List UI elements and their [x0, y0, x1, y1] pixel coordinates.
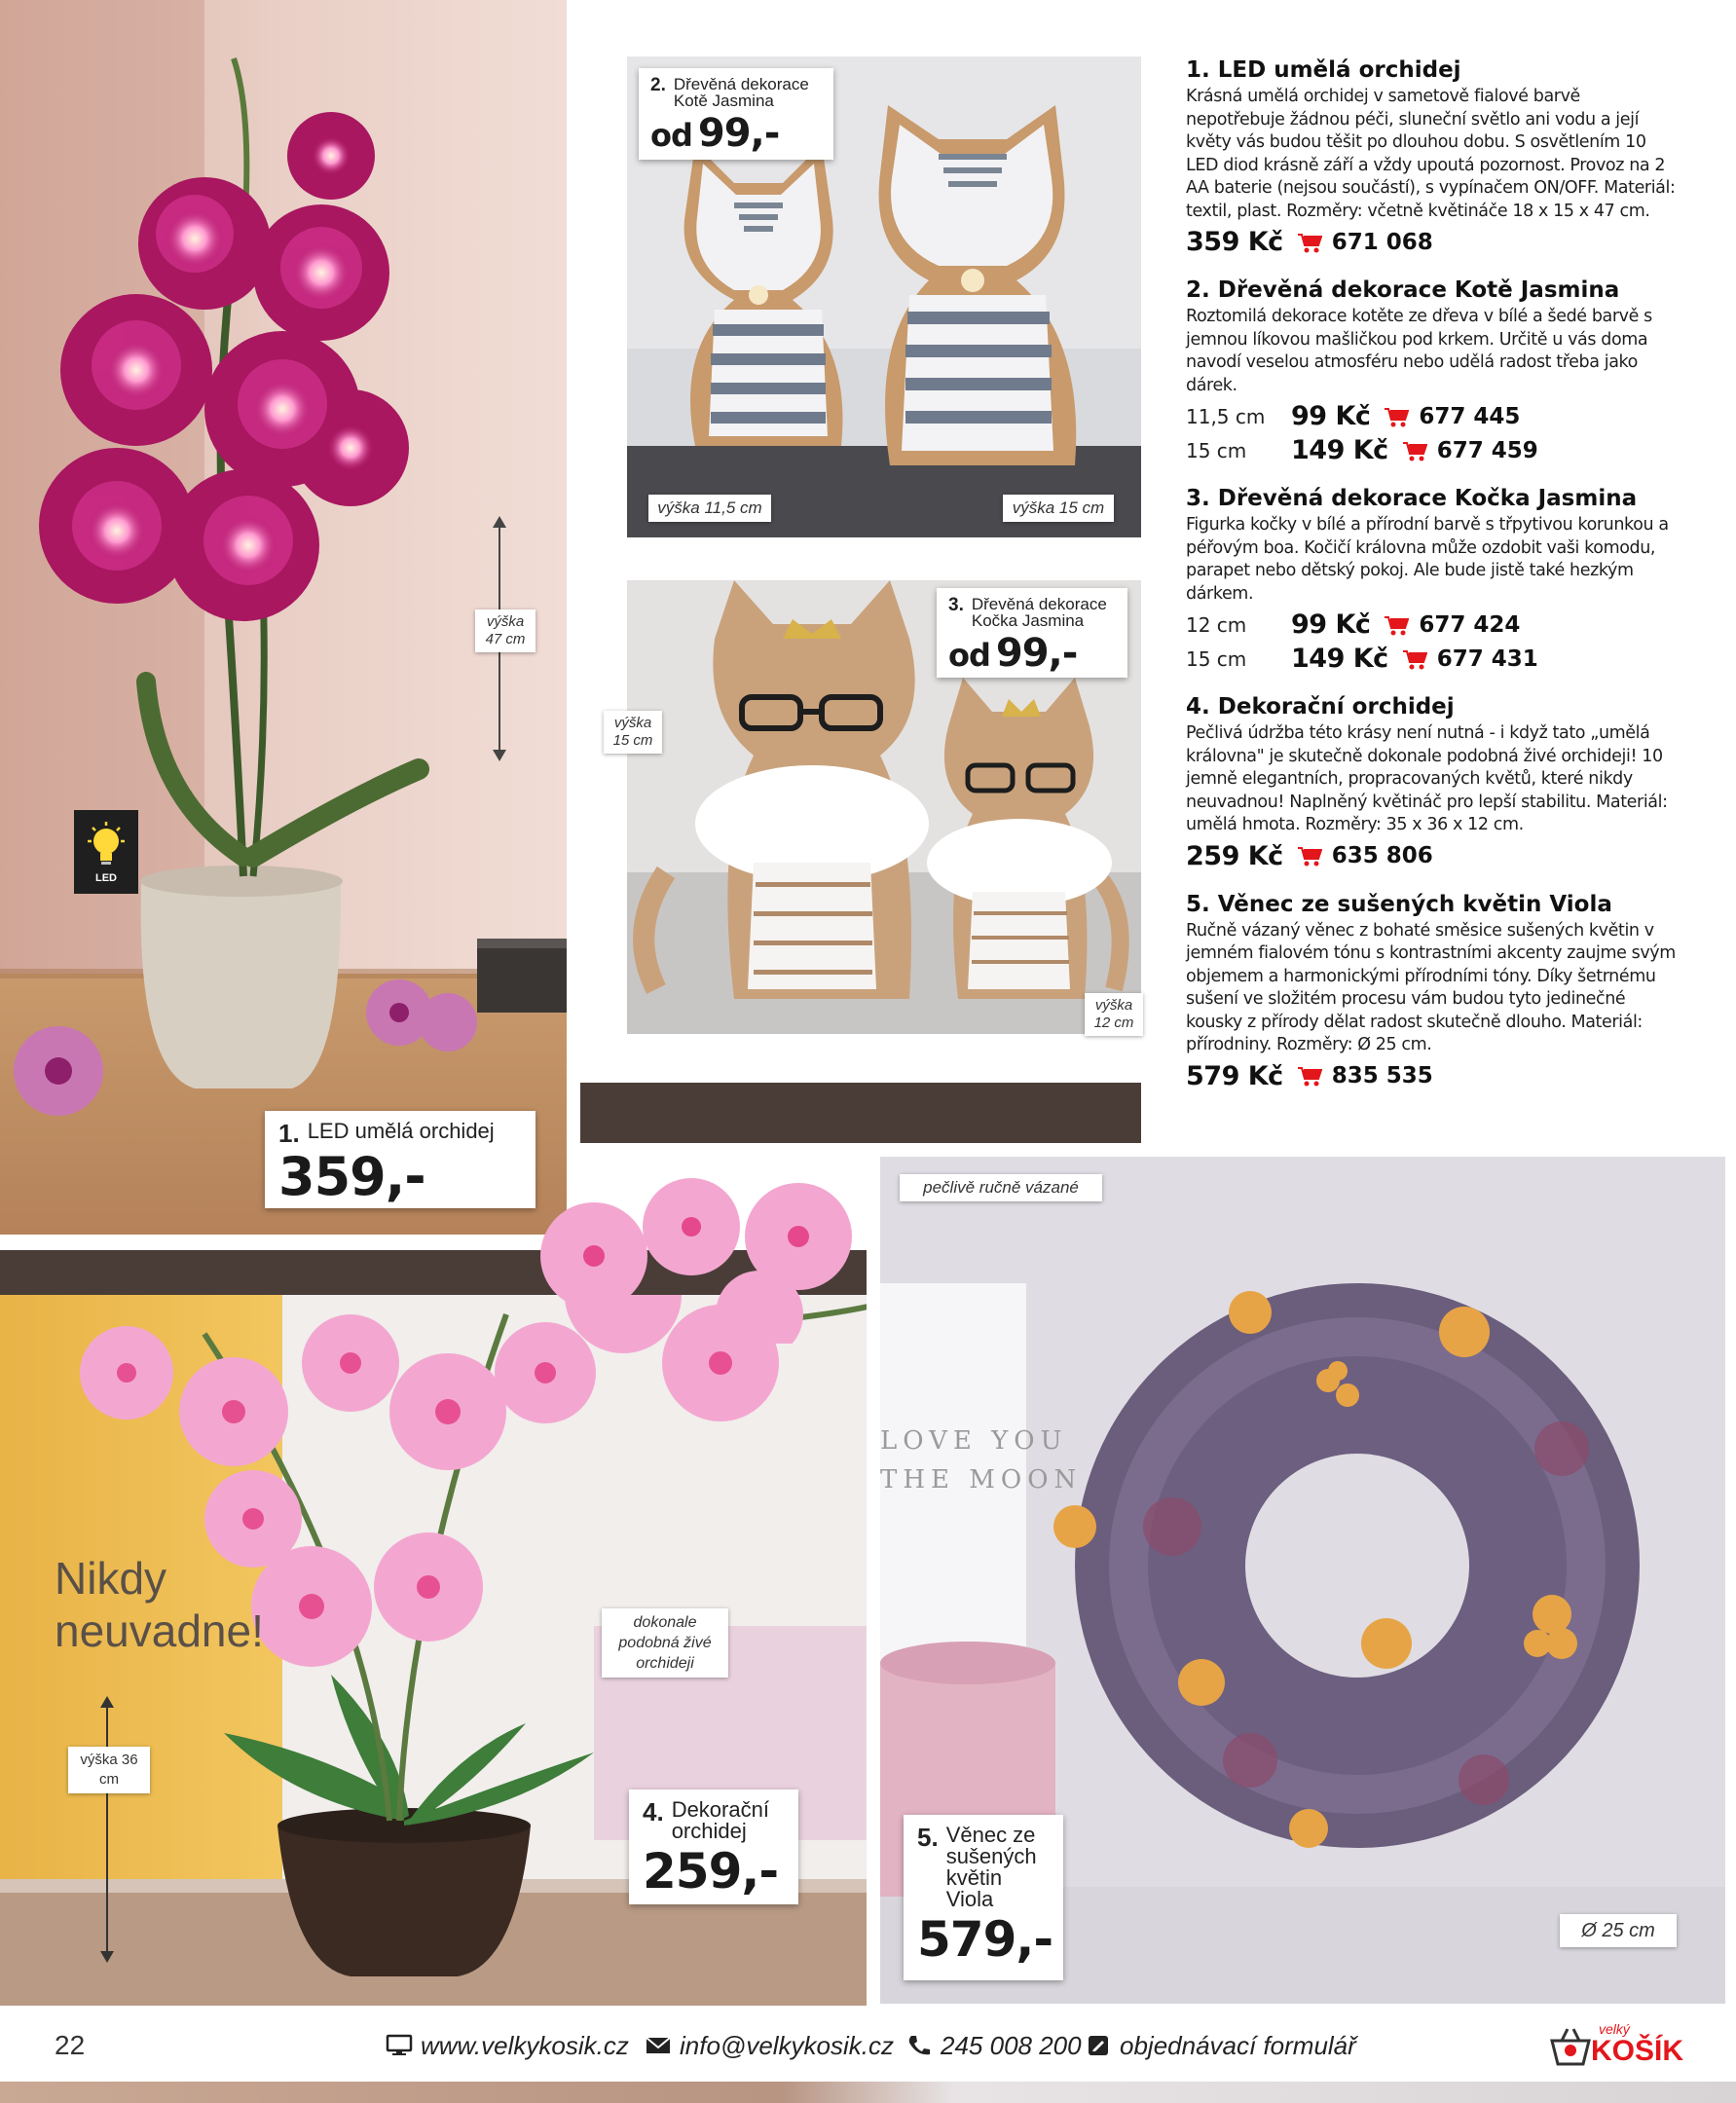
footer-email-text: info@velkykosik.cz	[680, 2030, 895, 2060]
cart-icon	[1297, 845, 1322, 867]
logo-big-text: KOŠÍK	[1591, 2035, 1684, 2067]
product-price: 359 Kč	[1186, 227, 1283, 257]
product-list	[1186, 56, 1682, 1111]
product-code: 677 424	[1419, 611, 1521, 638]
cart-icon	[1384, 406, 1409, 427]
tag-od: od	[650, 117, 692, 154]
orchid-flowers-overlap	[506, 1168, 915, 1344]
product-5	[1186, 891, 1682, 1091]
orchid-height-label: výška 47 cm	[475, 609, 536, 652]
product-description: Figurka kočky v bílé a přírodní barvě s třpytivou korunkou a péřovým boa. Kočičí královna může ozdobit vaši komodu, parapet nebo dětský pokoj. Ale bude jistě také hezkým dárkem.	[1186, 515, 1669, 604]
price-tag-decor-orchid	[629, 1789, 798, 1904]
dark-band	[580, 1083, 1141, 1143]
cat-large-height: výška 15 cm	[604, 711, 662, 754]
height-arrow-head-bottom	[493, 750, 506, 761]
cart-icon	[1384, 614, 1409, 636]
price-tag-wreath	[904, 1815, 1063, 1980]
tag-od: od	[948, 637, 990, 674]
tag-price-line	[650, 113, 822, 156]
page-number: 22	[55, 2030, 86, 2060]
product-size: 15 cm	[1186, 438, 1247, 462]
tag-price: 259,-	[643, 1843, 779, 1900]
price-tag-cat	[937, 588, 1127, 678]
tag-name: Dřevěná dekorace Kočka Jasmina	[971, 595, 1107, 630]
price-tag-kitten	[639, 68, 833, 160]
tag-price: 99,-	[995, 631, 1078, 676]
product-code: 635 806	[1331, 843, 1433, 868]
product-code: 677 431	[1436, 646, 1538, 672]
orchid2-height-label: výška 36 cm	[68, 1747, 150, 1793]
product-price: 579 Kč	[1186, 1060, 1283, 1091]
product-code: 677 459	[1436, 437, 1538, 463]
product-2	[1186, 277, 1682, 465]
next-page-strip	[0, 2082, 1736, 2103]
footer	[0, 2010, 1736, 2082]
product-price: 259 Kč	[1186, 840, 1283, 871]
price-line	[1186, 609, 1682, 640]
tag-price-line	[948, 633, 1116, 676]
tag-price: 359,-	[278, 1146, 425, 1207]
kitten-small-height: výška 11,5 cm	[648, 495, 771, 522]
product-3	[1186, 485, 1682, 674]
footer-order-form-text: objednávací formulář	[1120, 2030, 1356, 2060]
height-arrow-2-head-bottom	[100, 1951, 114, 1963]
footer-phone-link[interactable]	[905, 2031, 1082, 2061]
footer-web-link[interactable]	[386, 2031, 629, 2061]
price-line	[1186, 644, 1682, 674]
product-1	[1186, 56, 1682, 257]
height-arrow-2-head-top	[100, 1696, 114, 1708]
product-price: 99 Kč	[1291, 401, 1371, 431]
basket-logo-icon	[1548, 2025, 1593, 2068]
cart-icon	[1402, 440, 1427, 461]
price-line	[1186, 435, 1682, 465]
footer-email-link[interactable]	[645, 2031, 894, 2061]
product-code: 835 535	[1331, 1063, 1433, 1088]
frame-text-the-moon: THE MOON	[880, 1465, 1083, 1494]
product-code: 677 445	[1419, 403, 1521, 429]
product-code: 671 068	[1331, 229, 1433, 255]
height-arrow-head-top	[493, 516, 506, 528]
price-line	[1186, 401, 1682, 431]
monitor-icon	[386, 2034, 413, 2057]
tag-number: 5.	[917, 1823, 939, 1852]
tag-name: Věnec ze sušených květin Viola	[945, 1823, 1037, 1911]
never-wilts-text: Nikdy neuvadne!	[55, 1553, 264, 1656]
product-description: Krásná umělá orchidej v sametově fialové barvě nepotřebuje žádnou péči, sluneční světlo ani vodu a její květy vás budou těšit po dlouhou dobu. S osvětlením 10 LED diod krásně září a vždy upoutá pozornost. Provoz na 2 AA baterie (nejsou součástí), s vypínačem ON/OFF. Materiál: textil, plast. Rozměry: včetně květináče 18 x 15 x 47 cm.	[1186, 87, 1676, 221]
cart-icon	[1297, 232, 1322, 253]
frame-text-love-you: LOVE YOU	[880, 1426, 1068, 1456]
velky-kosik-logo[interactable]	[1548, 2017, 1684, 2072]
led-badge	[74, 810, 138, 894]
product-title: 1. LED umělá orchidej	[1186, 57, 1461, 83]
price-line	[1186, 1061, 1682, 1091]
form-icon	[1085, 2034, 1112, 2057]
product-price: 99 Kč	[1291, 609, 1371, 640]
tag-name: LED umělá orchidej	[307, 1119, 495, 1143]
envelope-icon	[645, 2034, 672, 2057]
product-title: 4. Dekorační orchidej	[1186, 694, 1455, 719]
phone-icon	[905, 2034, 933, 2057]
tag-number: 1.	[278, 1119, 300, 1148]
product-title: 3. Dřevěná dekorace Kočka Jasmina	[1186, 486, 1638, 511]
kitten-large-height: výška 15 cm	[1003, 495, 1114, 522]
footer-web-text: www.velkykosik.cz	[421, 2030, 629, 2060]
height-arrow-2	[106, 1702, 108, 1955]
price-tag-led-orchid	[265, 1111, 536, 1208]
tag-name: Dřevěná dekorace Kotě Jasmina	[673, 75, 809, 110]
similar-live-label: dokonale podobná živé orchideji	[602, 1608, 728, 1678]
diameter-label: Ø 25 cm	[1560, 1914, 1677, 1947]
product-price: 149 Kč	[1291, 644, 1388, 674]
product-size: 11,5 cm	[1186, 404, 1266, 428]
tag-name: Dekorační orchidej	[671, 1797, 769, 1843]
cart-icon	[1297, 1065, 1322, 1087]
product-4	[1186, 693, 1682, 871]
tag-price: 99,-	[697, 111, 780, 156]
tag-number: 3.	[948, 595, 964, 615]
cart-icon	[1402, 648, 1427, 670]
tag-number: 2.	[650, 75, 666, 95]
light-bulb-icon	[84, 820, 129, 872]
product-price: 149 Kč	[1291, 435, 1388, 465]
product-description: Pečlivá údržba této krásy není nutná - i když tato „umělá královna" je skutečně dokonale podobná živé orchideji! 10 jemně elegantních, propracovaných květů, které nikdy neuvadnou! Naplněný květináč pro lepší stabilitu. Materiál: umělá hmota. Rozměry: 35 x 36 x 12 cm.	[1186, 723, 1668, 834]
product-description: Roztomilá dekorace kotěte ze dřeva v bílé a šedé barvě s jemnou líkovou mašličkou pod krkem. Určitě u vás doma navodí veselou atmosféru nebo udělá radost třeba jako dárek.	[1186, 307, 1652, 395]
product-description: Ručně vázaný věnec z bohaté směsice sušených květin v jemném fialovém tónu s kontrastními akcenty zaujme svým objemem a harmonickými přírodními tóny. Díky šetrnému sušení ve složitém procesu vám budou tyto jedinečné kousky z přírody dělat radost skutečně dlouho. Materiál: přírodniny. Rozměry: Ø 25 cm.	[1186, 920, 1676, 1054]
product-size: 12 cm	[1186, 612, 1247, 637]
product-title: 5. Věnec ze sušených květin Viola	[1186, 891, 1612, 917]
footer-phone-text: 245 008 200	[941, 2030, 1082, 2060]
price-line	[1186, 227, 1682, 257]
product-title: 2. Dřevěná dekorace Kotě Jasmina	[1186, 277, 1620, 303]
tag-number: 4.	[643, 1797, 664, 1826]
tag-price: 579,-	[917, 1911, 1053, 1968]
led-badge-label: LED	[95, 872, 117, 884]
cat-small-height: výška 12 cm	[1085, 993, 1143, 1036]
price-line	[1186, 841, 1682, 871]
product-size: 15 cm	[1186, 646, 1247, 671]
logo-small-text: velký	[1599, 2021, 1630, 2037]
hand-tied-label: pečlivě ručně vázané	[900, 1174, 1102, 1201]
footer-order-form-link[interactable]	[1085, 2031, 1356, 2061]
